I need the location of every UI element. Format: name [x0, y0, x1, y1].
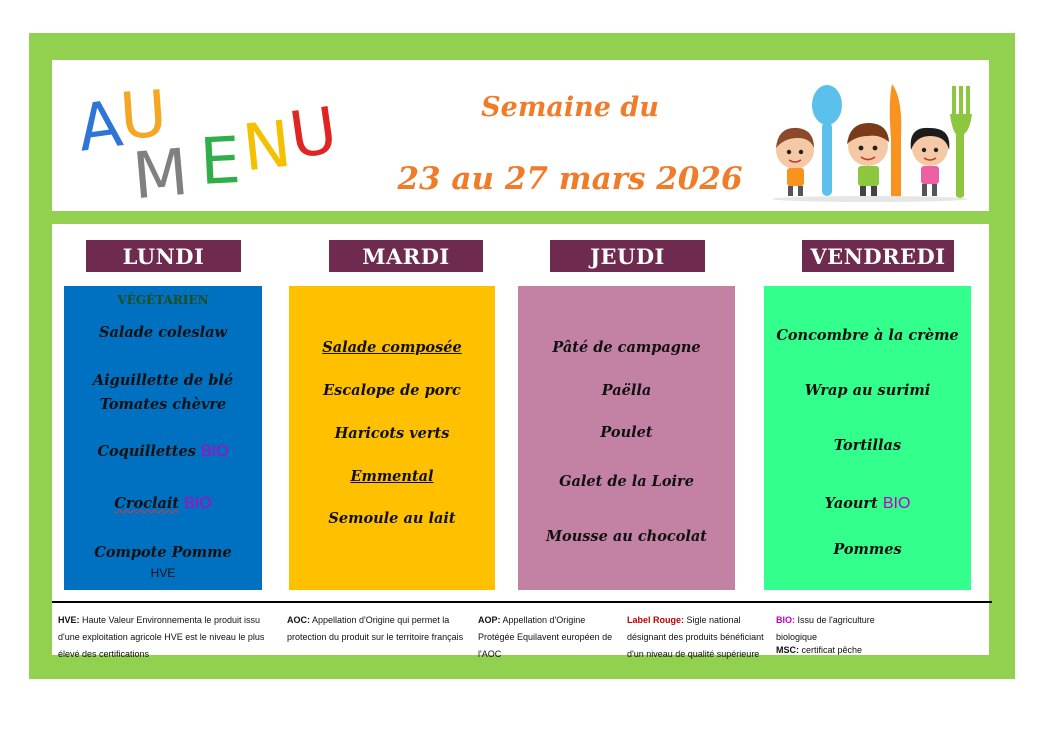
vegetarien-tag-text: VÉGÉTARIEN: [117, 293, 209, 307]
hve-label: HVE: [150, 566, 176, 580]
week-title: Semaine du: [481, 92, 659, 123]
kids-with-spoon-fork-knife-icon: [770, 78, 982, 203]
vegetarien-tag: [64, 288, 262, 312]
menu-item: Emmental: [350, 468, 434, 485]
menu-item: Aiguillette de blé: [92, 372, 234, 389]
menu-item-text: Croclait: [114, 495, 180, 512]
menu-item: [64, 492, 262, 516]
day-label-lundi: LUNDI: [86, 240, 241, 272]
menu-item: [64, 440, 262, 464]
legend-text: Haute Valeur Environnementa le produit issu d'une exploitation agricole HVE est le niveau le plus élevé des certifications: [58, 615, 265, 659]
legend-key: MSC:: [776, 645, 799, 655]
logo-letter-u2: U: [285, 94, 342, 174]
day-label-mardi: MARDI: [329, 240, 483, 272]
legend-key: HVE:: [58, 615, 80, 625]
menu-item: Concombre à la crème: [776, 327, 959, 344]
bio-badge: BIO: [882, 495, 911, 512]
legend-text: Issu de l'agriculture biologique: [776, 615, 875, 642]
menu-item-sub: [64, 561, 262, 585]
logo-letter-m: M: [129, 135, 192, 215]
legend-msc: [776, 642, 916, 659]
legend-text: Appellation d'Origine Protégée Equilavent européen de l'AOC: [478, 615, 613, 659]
menu-item-text: Yaourt: [824, 495, 878, 512]
menu-item: Mousse au chocolat: [546, 528, 707, 545]
logo-letter-u1: U: [117, 77, 170, 155]
week-dates: 23 au 27 mars 2026: [397, 161, 743, 197]
menu-item: Pommes: [833, 541, 902, 558]
menu-item: Tortillas: [833, 437, 902, 454]
legend-text: certificat pêche: [801, 645, 863, 655]
legend-aoc: [287, 612, 465, 646]
menu-item: Paëlla: [601, 382, 652, 399]
bio-badge: BIO: [200, 443, 229, 460]
day-column-jeudi: [518, 286, 735, 590]
legend-hve: [58, 612, 280, 663]
legend-key: Label Rouge:: [627, 615, 685, 625]
menu-item: Galet de la Loire: [559, 473, 694, 490]
day-column-vendredi: [764, 286, 971, 590]
day-label-jeudi: JEUDI: [550, 240, 705, 272]
logo-letter-a: A: [73, 87, 127, 167]
legend-label-rouge: [627, 612, 769, 663]
menu-item-text: Coquillettes: [97, 443, 196, 460]
menu-item: [764, 492, 971, 516]
legend-text: Sigle national désignant des produits bénéficiant d'un niveau de qualité supérieure: [627, 615, 764, 659]
menu-item: Compote Pomme: [94, 544, 232, 561]
menu-item: Escalope de porc: [323, 382, 461, 399]
legend-text: Appellation d'Origine qui permet la protection du produit sur le territoire français: [287, 615, 464, 642]
legend-bio: [776, 612, 916, 646]
legend-key: AOC:: [287, 615, 310, 625]
day-column-lundi: [64, 286, 262, 590]
menu-item: Pâté de campagne: [552, 339, 701, 356]
bio-badge: BIO: [184, 495, 212, 512]
day-column-mardi: [289, 286, 495, 590]
day-label-vendredi: VENDREDI: [802, 240, 954, 272]
legend-key: AOP:: [478, 615, 501, 625]
menu-item: Wrap au surimi: [804, 382, 931, 399]
legend-divider: [52, 601, 992, 603]
menu-item: Haricots verts: [334, 425, 450, 442]
menu-item: Tomates chèvre: [99, 396, 227, 413]
menu-item: Salade coleslaw: [99, 324, 227, 341]
menu-item: Semoule au lait: [328, 510, 456, 527]
logo-letter-n: N: [239, 107, 295, 187]
menu-item: Salade composée: [322, 339, 462, 356]
legend-aop: [478, 612, 618, 663]
logo-letter-e: E: [198, 123, 243, 201]
legend-key: BIO:: [776, 615, 795, 625]
menu-item: Poulet: [600, 424, 653, 441]
